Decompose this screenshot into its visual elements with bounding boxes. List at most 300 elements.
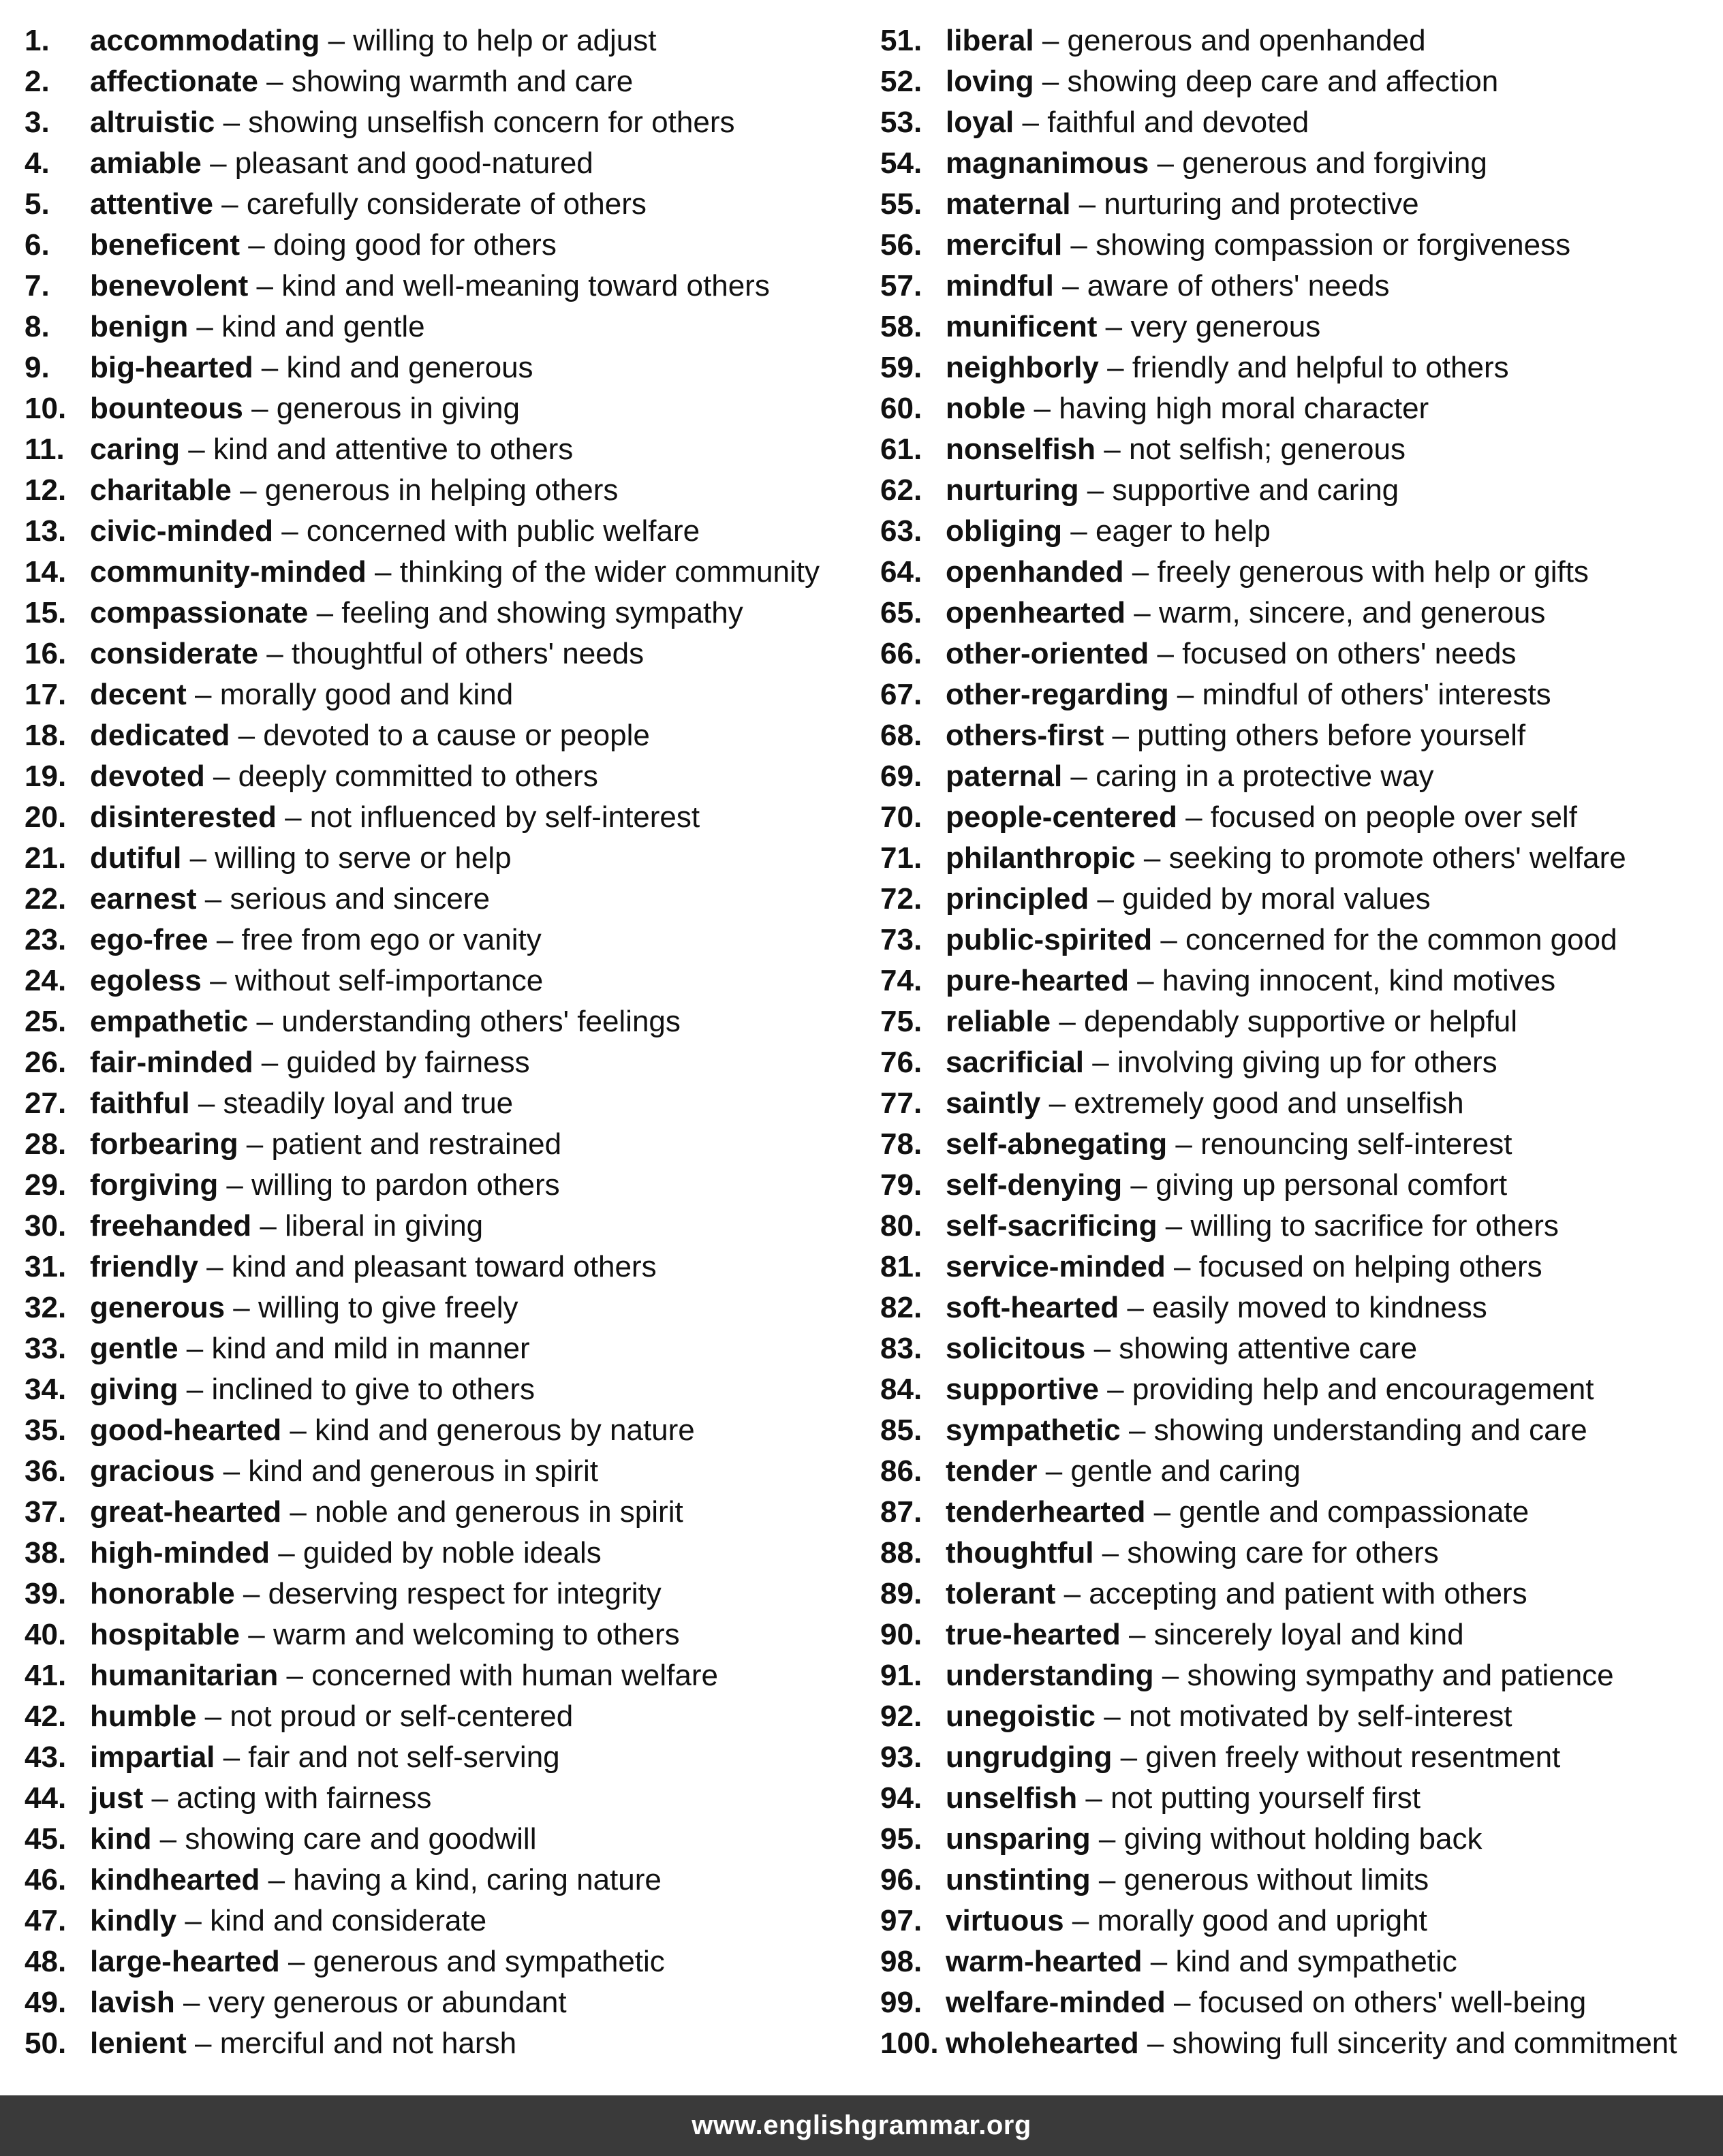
footer-url[interactable]: www.englishgrammar.org — [692, 2110, 1031, 2140]
item-number: 12. — [25, 473, 67, 507]
item-word: merciful — [946, 228, 1063, 262]
item-word: loving — [946, 65, 1034, 98]
item-definition: – very generous — [1097, 310, 1321, 343]
item-definition: – kind and pleasant toward others — [198, 1250, 657, 1283]
item-text — [946, 61, 1498, 102]
item-word: civic-minded — [90, 514, 273, 548]
item-text — [90, 266, 770, 307]
item-number: 50. — [25, 2027, 67, 2060]
item-word: forbearing — [90, 1127, 238, 1161]
item-number: 75. — [880, 1005, 922, 1038]
item-text — [946, 225, 1570, 266]
item-text — [90, 1941, 665, 1982]
list-item — [25, 1778, 863, 1819]
item-number: 37. — [25, 1495, 67, 1529]
item-text — [90, 1042, 530, 1083]
item-word: soft-hearted — [946, 1291, 1119, 1324]
item-text — [946, 674, 1551, 715]
item-text — [946, 1369, 1594, 1410]
list-item — [880, 2023, 1723, 2064]
list-item — [880, 1574, 1723, 1614]
list-item — [25, 429, 863, 470]
item-text — [946, 2023, 1677, 2064]
item-definition: – putting others before yourself — [1104, 719, 1526, 752]
item-definition: – acting with fairness — [143, 1781, 432, 1815]
item-text — [90, 1860, 662, 1901]
list-item — [880, 960, 1723, 1001]
item-number: 10. — [25, 392, 67, 425]
item-definition: – eager to help — [1062, 514, 1271, 548]
list-item — [25, 1614, 863, 1655]
item-number: 46. — [25, 1863, 67, 1896]
item-word: service-minded — [946, 1250, 1166, 1283]
item-number: 11. — [25, 433, 65, 466]
item-word: generous — [90, 1291, 226, 1324]
list-item — [25, 960, 863, 1001]
list-item — [25, 552, 863, 593]
item-word: sympathetic — [946, 1413, 1121, 1447]
item-word: openhearted — [946, 596, 1126, 629]
item-number: 41. — [25, 1659, 67, 1692]
item-word: fair-minded — [90, 1046, 253, 1079]
item-text — [90, 1083, 513, 1124]
item-text — [946, 143, 1487, 184]
list-item — [880, 1165, 1723, 1206]
item-number: 89. — [880, 1577, 922, 1610]
item-text — [90, 1410, 695, 1451]
list-item — [880, 674, 1723, 715]
item-number: 14. — [25, 555, 67, 589]
item-definition: – kind and attentive to others — [180, 433, 574, 466]
item-number: 69. — [880, 760, 922, 793]
item-definition: – nurturing and protective — [1070, 187, 1419, 221]
item-word: benevolent — [90, 269, 249, 302]
list-item — [880, 1901, 1723, 1941]
item-text — [946, 1737, 1560, 1778]
item-definition: – very generous or abundant — [174, 1986, 567, 2019]
list-item — [25, 1982, 863, 2023]
item-word: sacrificial — [946, 1046, 1085, 1079]
item-definition: – carefully considerate of others — [213, 187, 647, 221]
item-text — [90, 593, 743, 634]
item-number: 63. — [880, 514, 922, 548]
item-word: obliging — [946, 514, 1063, 548]
item-word: friendly — [90, 1250, 198, 1283]
item-definition: – showing deep care and affection — [1034, 65, 1499, 98]
item-word: gracious — [90, 1454, 215, 1488]
list-item — [25, 1819, 863, 1860]
list-item — [880, 102, 1723, 143]
item-text — [90, 225, 557, 266]
item-word: unstinting — [946, 1863, 1091, 1896]
item-text — [946, 1574, 1527, 1614]
list-item — [880, 1819, 1723, 1860]
item-text — [946, 1941, 1457, 1982]
item-number: 65. — [880, 596, 922, 629]
item-number: 8. — [25, 310, 50, 343]
list-item — [25, 1287, 863, 1328]
list-item — [25, 388, 863, 429]
item-definition: – freely generous with help or gifts — [1123, 555, 1589, 589]
item-text — [946, 1165, 1507, 1206]
list-item — [25, 307, 863, 347]
item-text — [946, 756, 1434, 797]
item-word: solicitous — [946, 1332, 1086, 1365]
item-definition: – without self-importance — [201, 964, 544, 997]
item-definition: – morally good and kind — [186, 678, 514, 711]
list-item — [880, 1982, 1723, 2023]
item-number: 20. — [25, 800, 67, 834]
item-number: 19. — [25, 760, 67, 793]
list-item — [25, 756, 863, 797]
item-definition: – generous in helping others — [231, 473, 619, 507]
item-definition: – focused on helping others — [1165, 1250, 1542, 1283]
item-number: 98. — [880, 1945, 922, 1978]
list-item — [880, 1001, 1723, 1042]
item-definition: – thoughtful of others' needs — [258, 637, 645, 670]
item-word: self-denying — [946, 1168, 1123, 1202]
item-text — [946, 266, 1390, 307]
list-item — [880, 1042, 1723, 1083]
item-definition: – kind and generous in spirit — [215, 1454, 598, 1488]
item-definition: – seeking to promote others' welfare — [1135, 841, 1626, 875]
item-definition: – inclined to give to others — [178, 1373, 535, 1406]
item-number: 16. — [25, 637, 67, 670]
item-definition: – steadily loyal and true — [189, 1087, 514, 1120]
item-definition: – guided by noble ideals — [269, 1536, 602, 1569]
list-item — [880, 470, 1723, 511]
item-word: welfare-minded — [946, 1986, 1166, 2019]
item-text — [946, 634, 1516, 674]
list-item — [880, 1328, 1723, 1369]
list-item — [880, 879, 1723, 920]
item-number: 82. — [880, 1291, 922, 1324]
list-item — [25, 920, 863, 960]
item-text — [90, 715, 650, 756]
list-item — [880, 1369, 1723, 1410]
item-word: good-hearted — [90, 1413, 282, 1447]
item-word: charitable — [90, 473, 232, 507]
item-word: beneficent — [90, 228, 240, 262]
item-text — [946, 838, 1626, 879]
item-text — [90, 1655, 718, 1696]
item-word: disinterested — [90, 800, 277, 834]
item-text — [90, 1369, 535, 1410]
list-item — [880, 1247, 1723, 1287]
item-definition: – showing care and goodwill — [151, 1822, 537, 1856]
item-word: affectionate — [90, 65, 258, 98]
item-definition: – involving giving up for others — [1084, 1046, 1497, 1079]
item-definition: – caring in a protective way — [1062, 760, 1434, 793]
list-item — [880, 1655, 1723, 1696]
item-definition: – showing unselfish concern for others — [215, 106, 735, 139]
item-definition: – understanding others' feelings — [248, 1005, 681, 1038]
footer-bar — [0, 2095, 1723, 2156]
item-definition: – kind and sympathetic — [1142, 1945, 1457, 1978]
item-text — [946, 307, 1320, 347]
item-definition: – serious and sincere — [196, 882, 491, 916]
item-text — [90, 1001, 681, 1042]
item-word: forgiving — [90, 1168, 219, 1202]
item-definition: – dependably supportive or helpful — [1051, 1005, 1518, 1038]
list-item — [25, 347, 863, 388]
item-text — [90, 470, 618, 511]
item-word: understanding — [946, 1659, 1154, 1692]
list-item — [25, 1001, 863, 1042]
item-text — [90, 920, 542, 960]
list-item — [880, 347, 1723, 388]
item-text — [946, 1124, 1512, 1165]
item-text — [946, 960, 1555, 1001]
list-item — [880, 552, 1723, 593]
item-word: considerate — [90, 637, 258, 670]
item-definition: – willing to serve or help — [181, 841, 512, 875]
item-definition: – kind and gentle — [188, 310, 425, 343]
item-definition: – having a kind, caring nature — [260, 1863, 662, 1896]
list-item — [880, 797, 1723, 838]
item-word: others-first — [946, 719, 1104, 752]
item-word: reliable — [946, 1005, 1051, 1038]
item-definition: – showing attentive care — [1085, 1332, 1418, 1365]
item-definition: – willing to pardon others — [218, 1168, 560, 1202]
item-word: kindhearted — [90, 1863, 260, 1896]
list-item — [25, 1696, 863, 1737]
item-text — [90, 388, 520, 429]
item-definition: – noble and generous in spirit — [281, 1495, 683, 1529]
item-text — [946, 1614, 1464, 1655]
item-number: 7. — [25, 269, 50, 302]
item-number: 68. — [880, 719, 922, 752]
item-definition: – thinking of the wider community — [366, 555, 820, 589]
item-text — [946, 1533, 1439, 1574]
item-number: 3. — [25, 106, 50, 139]
item-definition: – warm and welcoming to others — [240, 1618, 680, 1651]
item-word: compassionate — [90, 596, 309, 629]
item-definition: – kind and well-meaning toward others — [248, 269, 770, 302]
list-item — [25, 593, 863, 634]
list-item — [880, 1696, 1723, 1737]
item-definition: – gentle and compassionate — [1145, 1495, 1530, 1529]
item-number: 90. — [880, 1618, 922, 1651]
item-number: 74. — [880, 964, 922, 997]
item-word: true-hearted — [946, 1618, 1121, 1651]
item-text — [90, 1124, 561, 1165]
item-number: 76. — [880, 1046, 922, 1079]
item-definition: – faithful and devoted — [1014, 106, 1309, 139]
item-text — [946, 1001, 1517, 1042]
list-item — [25, 511, 863, 552]
item-word: dutiful — [90, 841, 182, 875]
item-word: caring — [90, 433, 181, 466]
item-word: accommodating — [90, 24, 320, 57]
list-item — [25, 1247, 863, 1287]
item-text — [90, 1982, 567, 2023]
list-item — [25, 184, 863, 225]
list-item — [25, 20, 863, 61]
list-item — [880, 1941, 1723, 1982]
list-item — [880, 1124, 1723, 1165]
list-item — [880, 1287, 1723, 1328]
item-word: saintly — [946, 1087, 1041, 1120]
item-number: 88. — [880, 1536, 922, 1569]
item-definition: – devoted to a cause or people — [230, 719, 650, 752]
item-definition: – providing help and encouragement — [1098, 1373, 1594, 1406]
item-number: 25. — [25, 1005, 67, 1038]
item-definition: – showing sympathy and patience — [1153, 1659, 1614, 1692]
item-definition: – fair and not self-serving — [215, 1740, 560, 1774]
list-item — [25, 470, 863, 511]
item-text — [90, 102, 734, 143]
item-word: faithful — [90, 1087, 190, 1120]
list-item — [25, 1410, 863, 1451]
item-word: lavish — [90, 1986, 175, 2019]
item-definition: – showing care for others — [1093, 1536, 1439, 1569]
item-word: ego-free — [90, 923, 208, 956]
item-text — [90, 1574, 662, 1614]
list-item — [25, 1492, 863, 1533]
item-number: 44. — [25, 1781, 67, 1815]
item-word: great-hearted — [90, 1495, 282, 1529]
item-definition: – morally good and upright — [1064, 1904, 1427, 1937]
item-word: freehanded — [90, 1209, 252, 1243]
word-list — [0, 20, 1723, 2064]
item-definition: – easily moved to kindness — [1119, 1291, 1487, 1324]
item-text — [946, 1287, 1487, 1328]
item-number: 13. — [25, 514, 67, 548]
list-item — [25, 1574, 863, 1614]
item-word: devoted — [90, 760, 205, 793]
list-item — [25, 1042, 863, 1083]
item-number: 45. — [25, 1822, 67, 1856]
list-item — [25, 1124, 863, 1165]
item-number: 92. — [880, 1700, 922, 1733]
item-number: 79. — [880, 1168, 922, 1202]
item-number: 77. — [880, 1087, 922, 1120]
item-text — [946, 1778, 1421, 1819]
item-number: 24. — [25, 964, 67, 997]
item-text — [90, 1778, 431, 1819]
item-text — [946, 102, 1309, 143]
list-item — [880, 307, 1723, 347]
item-number: 32. — [25, 1291, 67, 1324]
item-number: 2. — [25, 65, 50, 98]
item-number: 71. — [880, 841, 922, 875]
item-definition: – kind and considerate — [176, 1904, 487, 1937]
list-item — [880, 1778, 1723, 1819]
item-word: self-sacrificing — [946, 1209, 1158, 1243]
item-word: openhanded — [946, 555, 1124, 589]
item-word: tender — [946, 1454, 1038, 1488]
item-definition: – willing to sacrifice for others — [1157, 1209, 1559, 1243]
item-word: neighborly — [946, 351, 1099, 384]
list-item — [25, 634, 863, 674]
item-definition: – friendly and helpful to others — [1098, 351, 1509, 384]
item-number: 22. — [25, 882, 67, 916]
item-text — [90, 1165, 560, 1206]
item-text — [946, 1696, 1512, 1737]
item-text — [90, 1533, 602, 1574]
item-definition: – kind and generous by nature — [281, 1413, 695, 1447]
item-text — [946, 429, 1406, 470]
item-text — [90, 307, 425, 347]
item-text — [90, 429, 573, 470]
item-text — [90, 1492, 683, 1533]
item-text — [946, 797, 1577, 838]
item-definition: – giving up personal comfort — [1122, 1168, 1508, 1202]
item-number: 56. — [880, 228, 922, 262]
list-item — [880, 20, 1723, 61]
item-text — [90, 1696, 573, 1737]
list-item — [25, 1451, 863, 1492]
list-item — [880, 715, 1723, 756]
item-word: decent — [90, 678, 187, 711]
list-item — [880, 1083, 1723, 1124]
item-word: public-spirited — [946, 923, 1153, 956]
item-number: 87. — [880, 1495, 922, 1529]
list-item — [880, 61, 1723, 102]
item-number: 6. — [25, 228, 50, 262]
item-definition: – not motivated by self-interest — [1096, 1700, 1512, 1733]
item-text — [946, 1860, 1429, 1901]
item-word: other-oriented — [946, 637, 1149, 670]
item-word: hospitable — [90, 1618, 240, 1651]
item-word: amiable — [90, 146, 202, 180]
item-word: egoless — [90, 964, 202, 997]
item-number: 55. — [880, 187, 922, 221]
list-item — [880, 1614, 1723, 1655]
item-number: 28. — [25, 1127, 67, 1161]
item-definition: – showing warmth and care — [258, 65, 634, 98]
item-text — [90, 1737, 560, 1778]
list-item — [25, 1206, 863, 1247]
item-definition: – aware of others' needs — [1053, 269, 1390, 302]
item-definition: – showing compassion or forgiveness — [1062, 228, 1571, 262]
list-item — [880, 756, 1723, 797]
list-item — [25, 674, 863, 715]
item-word: principled — [946, 882, 1089, 916]
item-definition: – having innocent, kind motives — [1128, 964, 1556, 997]
item-definition: – deeply committed to others — [204, 760, 598, 793]
word-list-column-right — [880, 20, 1723, 2064]
item-text — [946, 1328, 1417, 1369]
list-item — [25, 1941, 863, 1982]
item-number: 49. — [25, 1986, 67, 2019]
item-number: 83. — [880, 1332, 922, 1365]
item-definition: – supportive and caring — [1078, 473, 1399, 507]
list-item — [880, 266, 1723, 307]
item-definition: – guided by moral values — [1089, 882, 1431, 916]
item-definition: – warm, sincere, and generous — [1126, 596, 1546, 629]
item-number: 57. — [880, 269, 922, 302]
item-number: 36. — [25, 1454, 67, 1488]
item-number: 81. — [880, 1250, 922, 1283]
item-word: nonselfish — [946, 433, 1096, 466]
item-text — [946, 1206, 1559, 1247]
item-word: people-centered — [946, 800, 1177, 834]
item-text — [90, 552, 820, 593]
item-text — [90, 1247, 657, 1287]
item-text — [946, 511, 1271, 552]
item-text — [90, 1614, 680, 1655]
item-word: kind — [90, 1822, 152, 1856]
item-word: supportive — [946, 1373, 1099, 1406]
item-word: tenderhearted — [946, 1495, 1146, 1529]
list-item — [880, 429, 1723, 470]
list-item — [25, 102, 863, 143]
item-definition: – renouncing self-interest — [1167, 1127, 1512, 1161]
item-text — [90, 1206, 483, 1247]
item-definition: – focused on people over self — [1177, 800, 1577, 834]
